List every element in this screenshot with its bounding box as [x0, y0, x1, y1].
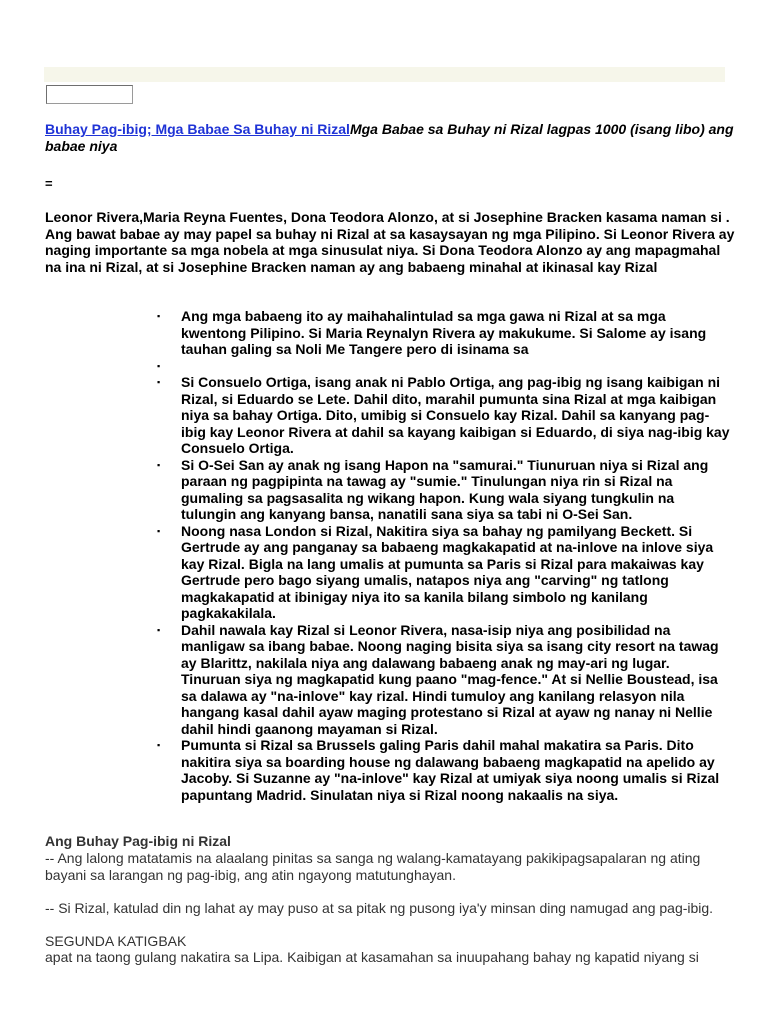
bullet-icon: ▪ — [157, 525, 161, 536]
list-item — [155, 374, 730, 457]
section-subheading: SEGUNDA KATIGBAK — [45, 933, 187, 949]
list-item-text: Noong nasa London si Rizal, Nakitira siya sa bahay ng pamilyang Beckett. Si Gertrude ay ang panganay sa babaeng magkakapatid at na-inlove na inlove siya kay Rizal. Bigla na lang umalis at pumunta sa Paris si Rizal para makaiwas kay Gertrude pero bago siyang umalis, natapos niya ang "carving" ng tatlong magkakapatid at ibinigay niya ito sa kanila bilang simbolo ng kanilang pagkakakilala. — [181, 522, 714, 621]
bullet-icon: ▪ — [157, 624, 161, 635]
article-title — [45, 121, 735, 155]
bullet-icon: ▪ — [157, 377, 161, 387]
blank-input-box[interactable] — [46, 85, 133, 104]
list-item-text: Si Consuelo Ortiga, isang anak ni Pablo Ortiga, ang pag-ibig ng isang kaibigan ni Rizal, si Eduardo se Lete. Dahil dito, marahil pumunta sina Rizal at mga kaibigan niya sa bahay Ortiga. Dito, umibig si Consuelo kay Rizal. Dahil sa kanyang pag-ibig kay Leonor Rivera at dahil sa kayang kaibigan si Eduardo, di siya nag-ibig kay Consuelo Ortiga. — [181, 374, 730, 456]
list-item — [155, 358, 730, 375]
list-item-text: Si O-Sei San ay anak ng isang Hapon na "samurai." Tiunuruan niya si Rizal ang paraan ng pagpipinta na tawag ay "sumie." Tinulungan niya rin si Rizal na gumaling sa pagsasalita ng wikang hapon. Kung wala siyang tungkulin na tulungin ang kanyang bansa, nanatili sana siya sa tabi ni O-Sei San. — [181, 456, 709, 522]
list-item-text: Dahil nawala kay Rizal si Leonor Rivera, nasa-isip niya ang posibilidad na manligaw sa ibang babae. Noong naging bisita siya sa isang city resort na tawag ay Blarittz, nakilala niya ang dalawang babaeng anak ng may-ari ng lugar. Tinuruan siya ng magkapatid kung paano "mag-fence." At si Nellie Boustead, isa sa dalawa ay "na-inlove" kay rizal. Hindi tumuloy ang kanilang relasyon nila hangang kasal dahil ayaw maging protestano si Rizal at ayaw ng nanay ni Nellie dahil hindi gaanong mayaman si Rizal. — [181, 621, 719, 737]
list-item-text: Ang mga babaeng ito ay maihahalintulad sa mga gawa ni Rizal at sa mga kwentong Pilipino. Si Maria Reynalyn Rivera ay makukume. Si Salome ay isang tauhan galing sa Noli Me Tangere pero di isinama sa — [181, 308, 707, 357]
section-paragraph-1: -- Ang lalong matatamis na alaalang pinitas sa sanga ng walang-kamatayang pakikipagsapalaran ng ating bayani sa larangan ng pag-ibig, ang atin ngayong matutunghayan. — [45, 850, 701, 883]
list-item — [155, 308, 730, 358]
list-item — [155, 523, 730, 622]
bullet-icon: ▪ — [157, 360, 161, 371]
list-item — [155, 737, 730, 803]
separator-text: = — [45, 176, 53, 191]
list-item — [155, 457, 730, 523]
section-paragraph-3: apat na taong gulang nakatira sa Lipa. Kaibigan at kasamahan sa inuupahang bahay ng kapatid niyang si — [45, 949, 699, 965]
top-banner-bar — [44, 67, 725, 82]
women-list — [155, 308, 730, 803]
bullet-icon: ▪ — [157, 740, 161, 750]
bullet-icon: ▪ — [157, 459, 161, 470]
bullet-icon: ▪ — [157, 311, 161, 321]
section-paragraph-2: -- Si Rizal, katulad din ng lahat ay may puso at sa pitak ng pusong iya'y minsan ding namugad ang pag-ibig. — [45, 900, 714, 916]
list-item — [155, 622, 730, 738]
article-title-link[interactable]: Buhay Pag-ibig; Mga Babae Sa Buhay ni Rizal — [45, 121, 350, 137]
section-heading: Ang Buhay Pag-ibig ni Rizal — [45, 833, 231, 849]
intro-paragraph: Leonor Rivera,Maria Reyna Fuentes, Dona Teodora Alonzo, at si Josephine Bracken kasama naman si . Ang bawat babae ay may papel sa buhay ni Rizal at sa kasaysayan ng mga Pilipino. Si Leonor Rivera ay naging importante sa mga nobela at mga sinusulat niya. Si Dona Teodora Alonzo ay ang mapagmahal na ina ni Rizal, at si Josephine Bracken naman ay ang babaeng minahal at ikinasal kay Rizal — [45, 209, 735, 275]
list-item-text: Pumunta si Rizal sa Brussels galing Paris dahil mahal makatira sa Paris. Dito nakitira siya sa boarding house ng dalawang babaeng magkapatid na apelido ay Jacoby. Si Suzanne ay "na-inlove" kay Rizal at umiyak siya noong umalis si Rizal papuntang Madrid. Sinulatan niya si Rizal noong nakaalis na siya. — [181, 737, 720, 803]
article-subtitle: Mga Babae sa Buhay ni Rizal lagpas 1000 (isang libo) ang babae niya — [45, 121, 734, 154]
